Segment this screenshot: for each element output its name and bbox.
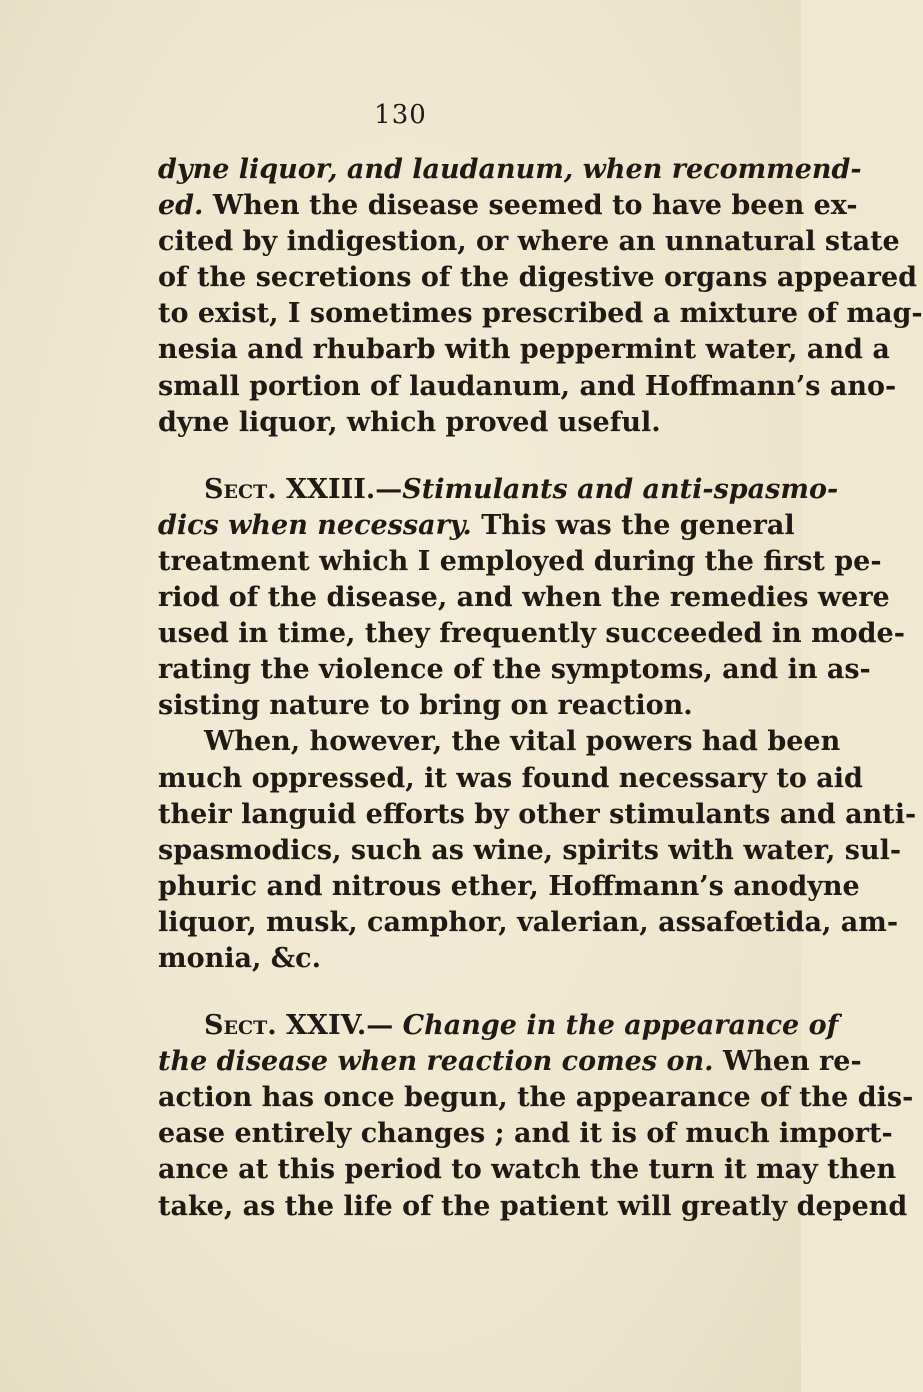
italic-text: Change in the appearance of [402,1010,839,1042]
text-run: nesia and rhubarb with peppermint water, and a [158,334,890,366]
text-line [158,1044,862,1080]
text-run: phuric and nitrous ether, Hoffmann’s anodyne [158,870,860,902]
text-run: When, however, the vital powers had been [204,726,841,758]
text-line [158,616,905,652]
text-run: of the secretions of the digestive organs appeared [158,262,918,294]
text-line [158,260,918,296]
text-line [158,905,899,941]
text-run: take, as the life of the patient will greatly depend [158,1190,908,1222]
text-run: action has once begun, the appearance of the dis- [158,1082,914,1114]
text-run: much oppressed, it was found necessary to aid [158,762,863,794]
text-line [158,296,923,332]
text-run: liquor, musk, camphor, valerian, assafœtida, am- [158,906,899,938]
text-run: rating the violence of the symptoms, and in as- [158,654,871,686]
text-line [158,188,858,224]
italic-text: ed. [158,190,204,222]
text-line [158,152,862,188]
text-run: small portion of laudanum, and Hoffmann’s ano- [158,370,897,402]
text-line [158,797,917,833]
text-line [158,833,902,869]
text-line [158,1080,914,1116]
text-run: cited by indigestion, or where an unnatural state [158,226,900,258]
text-run: their languid efforts by other stimulants and anti- [158,798,917,830]
text-run: used in time, they frequently succeeded in mode- [158,618,905,650]
text-line [158,652,871,688]
text-run: spasmodics, such as wine, spirits with water, sul- [158,834,902,866]
italic-text: dyne liquor, and laudanum, when recommend- [158,154,862,185]
text-run: to exist, I sometimes prescribed a mixture of mag- [158,298,923,330]
text-line [158,405,748,441]
text-run: sisting nature to bring on reaction. [158,690,693,722]
text-line [158,761,863,797]
italic-text: Stimulants and anti-spasmo- [402,473,839,505]
text-line [158,869,860,905]
text-line [158,544,882,580]
text-run: XXIV.— [276,1010,403,1042]
body-text [158,152,923,1225]
text-run: ance at this period to watch the turn it may then [158,1154,897,1186]
text-line [158,224,900,260]
text-line [158,580,890,616]
text-run: When the disease seemed to have been ex- [203,190,858,222]
text-run: This was the general [471,509,795,541]
page-number: 130 [374,100,427,130]
text-line [158,508,795,544]
text-line [158,724,841,760]
text-run: ease entirely changes ; and it is of much import- [158,1118,893,1150]
text-run: XXIII.— [276,473,403,505]
text-line [158,1152,897,1188]
text-line [158,369,897,405]
text-run: riod of the disease, and when the remedies were [158,582,890,614]
text-line [158,1189,908,1225]
text-line [158,941,748,977]
italic-text: dics when necessary. [158,509,472,541]
text-line [158,1008,839,1044]
text-line [158,472,839,508]
text-line [158,332,890,368]
section-label: Sect. [204,1010,277,1042]
text-line [158,688,748,724]
text-run: monia, &c. [158,942,321,974]
text-run: treatment which I employed during the first pe- [158,545,882,577]
italic-text: the disease when reaction comes on. [158,1046,714,1078]
text-run: dyne liquor, which proved useful. [158,406,661,438]
text-line [158,1116,893,1152]
section-label: Sect. [204,473,277,505]
text-run: When re- [713,1046,862,1078]
